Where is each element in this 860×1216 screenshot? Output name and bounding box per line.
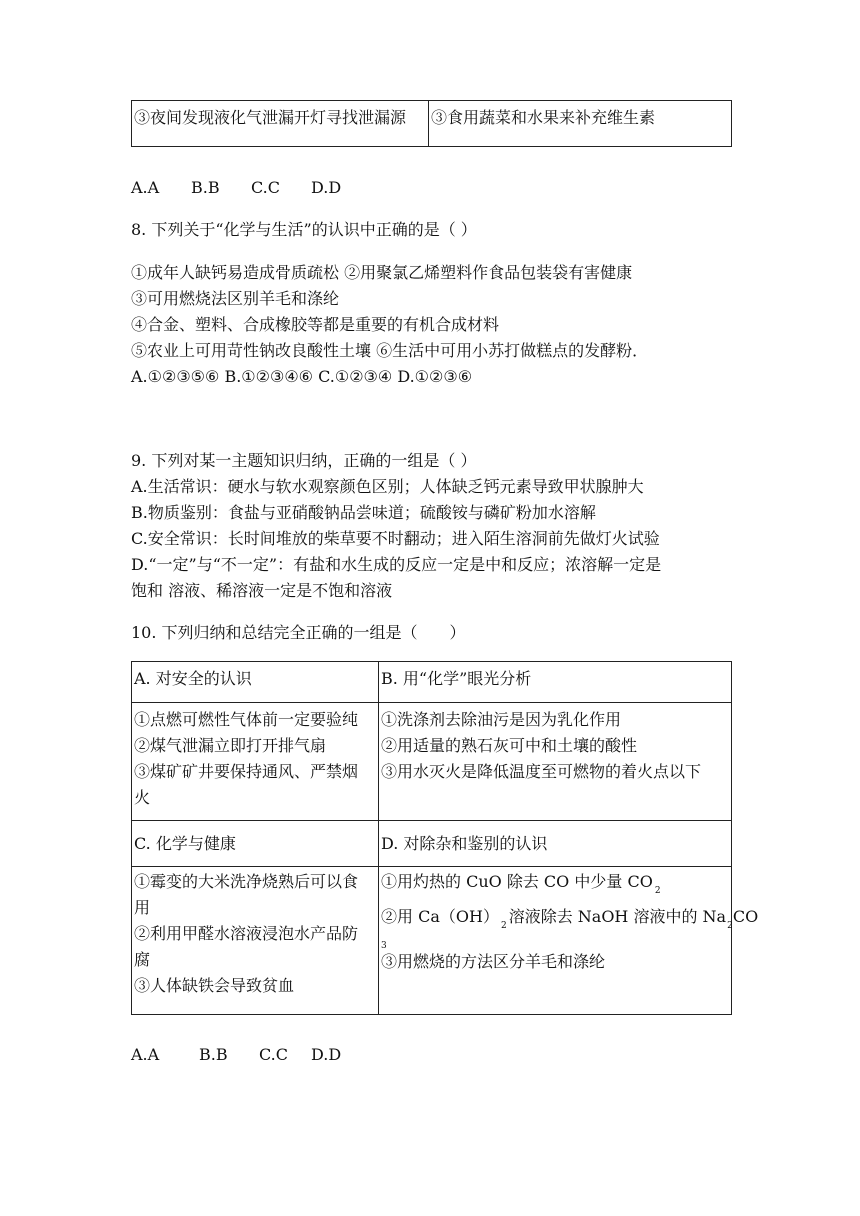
q10-d-body: ①用灼热的 CuO 除去 CO 中少量 CO $_2$ ②用 Ca（OH） $_2$ 溶液除去 NaOH 溶液中的 $Na_2CO$ $_3$ ③用燃烧的方法区分羊毛和涤纶 [379,867,732,1015]
q8-item: ④合金、塑料、合成橡胶等都是重要的有机合成材料 [131,315,500,334]
q9-stem: 9. 下列对某一主题知识归纳，正确的一组是（ ） [131,451,477,470]
q9-line: B.物质鉴别：食盐与亚硝酸钠品尝味道；硫酸铵与磷矿粉加水溶解 [131,503,596,522]
q8-stem: 8. 下列关于“化学与生活”的认识中正确的是（ ） [131,220,477,239]
q8-options: A.①②③⑤⑥ B.①②③④⑥ C.①②③④ D.①②③⑥ [131,367,473,386]
q10-c-header: C. 化学与健康 [132,821,379,867]
q10-c-body: ①霉变的大米洗净烧熟后可以食 用 ②利用甲醛水溶液浸泡水产品防 腐 ③人体缺铁会导致贫血 [132,867,379,1015]
q10-options [131,1042,341,1068]
q8-item: ⑤农业上可用苛性钠改良酸性土壤 ⑥生活中可用小苏打做糕点的发酵粉． [131,341,649,360]
q7-option-a: A.A [131,178,160,197]
q9-line: C.安全常识：长时间堆放的柴草要不时翻动；进入陌生溶洞前先做灯火试验 [131,529,660,548]
top-table-left-cell: ③夜间发现液化气泄漏开灯寻找泄漏源 [132,101,429,147]
q10-a-body: ①点燃可燃性气体前一定要验纯 ②煤气泄漏立即打开排气扇 ③煤矿矿井要保持通风、严禁烟 火 [132,703,379,821]
q10-table [131,661,759,1015]
q10-option-c: C.C [259,1045,288,1064]
q10-a-header: A. 对安全的认识 [132,662,379,703]
q8-item: ①成年人缺钙易造成骨质疏松 ②用聚氯乙烯塑料作食品包装袋有害健康 [131,263,633,282]
q9-line: 饱和 溶液、稀溶液一定是不饱和溶液 [131,581,393,600]
q7-option-c: C.C [251,178,280,197]
q10-option-a: A.A [131,1045,160,1064]
q10-stem: 10. 下列归纳和总结完全正确的一组是（ ） [131,623,466,642]
top-table-right-cell: ③食用蔬菜和水果来补充维生素 [429,101,732,147]
q7-options [131,175,341,201]
q10-option-d: D.D [311,1045,342,1064]
q7-option-b: B.B [191,178,220,197]
q7-option-d: D.D [311,178,342,197]
q8-item: ③可用燃烧法区别羊毛和涤纶 [131,289,340,308]
q9-line: D.“一定”与“不一定”：有盐和水生成的反应一定是中和反应；浓溶解一定是 [131,555,662,574]
q10-b-header: B. 用“化学”眼光分析 [379,662,732,703]
q10-d-header: D. 对除杂和鉴别的认识 [379,821,732,867]
q10-option-b: B.B [199,1045,228,1064]
q10-b-body: ①洗涤剂去除油污是因为乳化作用 ②用适量的熟石灰可中和土壤的酸性 ③用水灭火是降低温度至可燃物的着火点以下 [379,703,732,821]
q9-line: A.生活常识：硬水与软水观察颜色区别；人体缺乏钙元素导致甲状腺肿大 [131,477,644,496]
top-answer-table [131,100,732,147]
